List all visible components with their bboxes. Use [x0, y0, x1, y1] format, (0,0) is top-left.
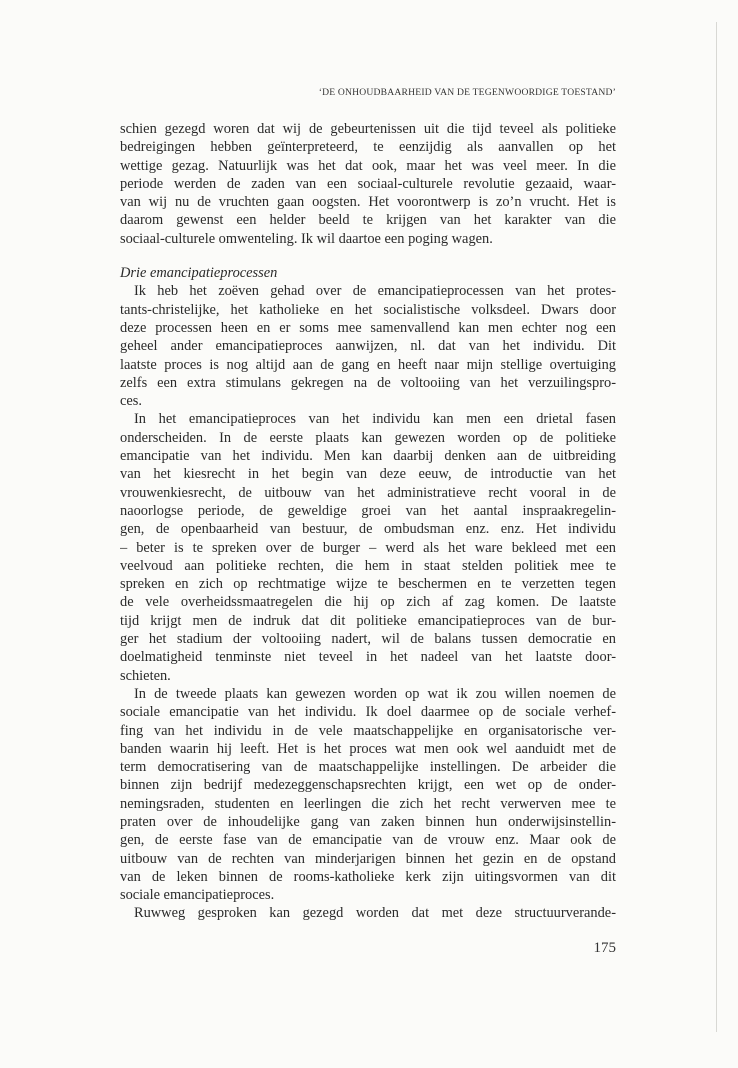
text-line: ces. — [120, 393, 142, 410]
text-line: zelfs een extra stimulans gekregen na de voltooiing van het verzuilingspro- — [120, 374, 616, 391]
running-head: ‘DE ONHOUDBAARHEID VAN DE TEGENWOORDIGE TOESTAND’ — [318, 87, 616, 98]
text-line: spreken en zich op rechtmatige wijze te beschermen en te verzetten tegen — [120, 576, 616, 593]
text-line: binnen zijn bedrijf medezeggenschapsrechten krijgt, een wet op de onder- — [120, 777, 616, 794]
text-line: doelmatigheid tenminste niet teveel in het nadeel van het laatste door- — [120, 649, 616, 666]
text-line: schien gezegd woren dat wij de gebeurtenissen uit die tijd teveel als politieke — [120, 121, 616, 137]
text-line: daarom gewenst een helder beeld te krijgen van het karakter van die — [120, 212, 616, 229]
text-line: sociale emancipatie van het individu. Ik doel daarmee op de sociale verhef- — [120, 704, 616, 721]
text-line: laatste proces is nog altijd aan de gang en heeft naar mijn stellige overtuiging — [120, 356, 616, 373]
text-line: wettige gezag. Natuurlijk was het dat ook, maar het was veel meer. In die — [120, 157, 616, 174]
text-line: – beter is te spreken over de burger – werd als het ware bekleed met een — [120, 539, 616, 556]
text-line: In het emancipatieproces van het individu kan men een drietal fasen — [134, 411, 616, 428]
text-line: Ruwweg gesproken kan gezegd worden dat met deze structuurverande- — [134, 905, 616, 922]
text-line: gen, de openbaarheid van bestuur, de ombudsman enz. enz. Het individu — [120, 521, 616, 538]
paragraph-4 — [120, 685, 616, 905]
text-line: naoorlogse periode, de geweldige groei van het aantal inspraakregelin- — [120, 502, 616, 519]
text-line: geheel ander emancipatieproces aanwijzen, nl. dat van het individu. Dit — [120, 338, 616, 355]
text-line: gen, de eerste fase van de emancipatie van de vrouw enz. Maar ook de — [120, 832, 616, 849]
text-line: van wij nu de vruchten gaan oogsten. Het voorontwerp is zo’n vrucht. Het is — [120, 194, 616, 211]
text-line: veelvoud aan politieke rechten, die hem in staat stelden politiek mee te — [120, 557, 616, 574]
text-line: tants-christelijke, het katholieke en het socialistische volksdeel. Dwars door — [120, 301, 616, 318]
text-line: uitbouw van de rechten van minderjarigen binnen het gezin en de opstand — [120, 850, 616, 867]
text-line: van de leken binnen de rooms-katholieke kerk zijn uitingsvormen van dit — [120, 868, 616, 885]
text-line: praten over de inhoudelijke gang van zaken binnen hun onderwijsinstellin- — [120, 813, 616, 830]
text-line: nemingsraden, studenten en leerlingen die zich het recht verwerven mee te — [120, 795, 616, 812]
text-line: deze processen heen en er soms mee samenvallend kan men echter nog een — [120, 319, 616, 336]
text-line: banden waarin hij leeft. Het is het proces wat men ook wel aanduidt met de — [120, 740, 616, 757]
paragraph-2 — [120, 282, 616, 410]
text-line: sociaal-culturele omwenteling. Ik wil daartoe een poging wagen. — [120, 230, 493, 247]
text-line: schieten. — [120, 667, 171, 684]
paragraph-3 — [120, 410, 616, 684]
text-line: de vele overheidssmaatregelen die hij op zich af zag komen. De laatste — [120, 594, 616, 611]
text-line: periode werden de zaden van een sociaal-culturele revolutie gezaaid, waar- — [120, 175, 616, 192]
text-line: Ik heb het zoëven gehad over de emancipatieprocessen van het protes- — [134, 283, 616, 300]
text-line: In de tweede plaats kan gewezen worden op wat ik zou willen noemen de — [134, 685, 616, 702]
text-line: sociale emancipatieproces. — [120, 887, 275, 904]
paragraph-1 — [120, 120, 616, 248]
text-line: tijd krijgt men de indruk dat dit politieke emancipatieproces van de bur- — [120, 612, 616, 629]
page-edge-line — [716, 22, 717, 1032]
body-text — [120, 120, 616, 923]
page-number: 175 — [593, 940, 616, 956]
text-line: bedreigingen hebben geïnterpreteerd, te eenzijdig als aanvallen op het — [120, 139, 616, 156]
text-line: fing van het individu in de vele maatschappelijke en organisatorische ver- — [120, 722, 616, 739]
text-line: vrouwenkiesrecht, de uitbouw van het administratieve recht vooral in de — [120, 484, 616, 501]
text-line: emancipatie van het individu. Men kan daarbij denken aan de uitbreiding — [120, 448, 616, 465]
text-line: onderscheiden. In de eerste plaats kan gewezen worden op de politieke — [120, 429, 616, 446]
text-line: ger het stadium der voltooiing nadert, wil de balans tussen democratie en — [120, 631, 616, 648]
section-heading: Drie emancipatieprocessen — [120, 265, 278, 282]
text-line: term democratisering van de maatschappelijke instellingen. De arbeider die — [120, 759, 616, 776]
paragraph-5 — [120, 904, 616, 922]
text-line: van het kiesrecht in het begin van deze eeuw, de introductie van het — [120, 466, 616, 483]
